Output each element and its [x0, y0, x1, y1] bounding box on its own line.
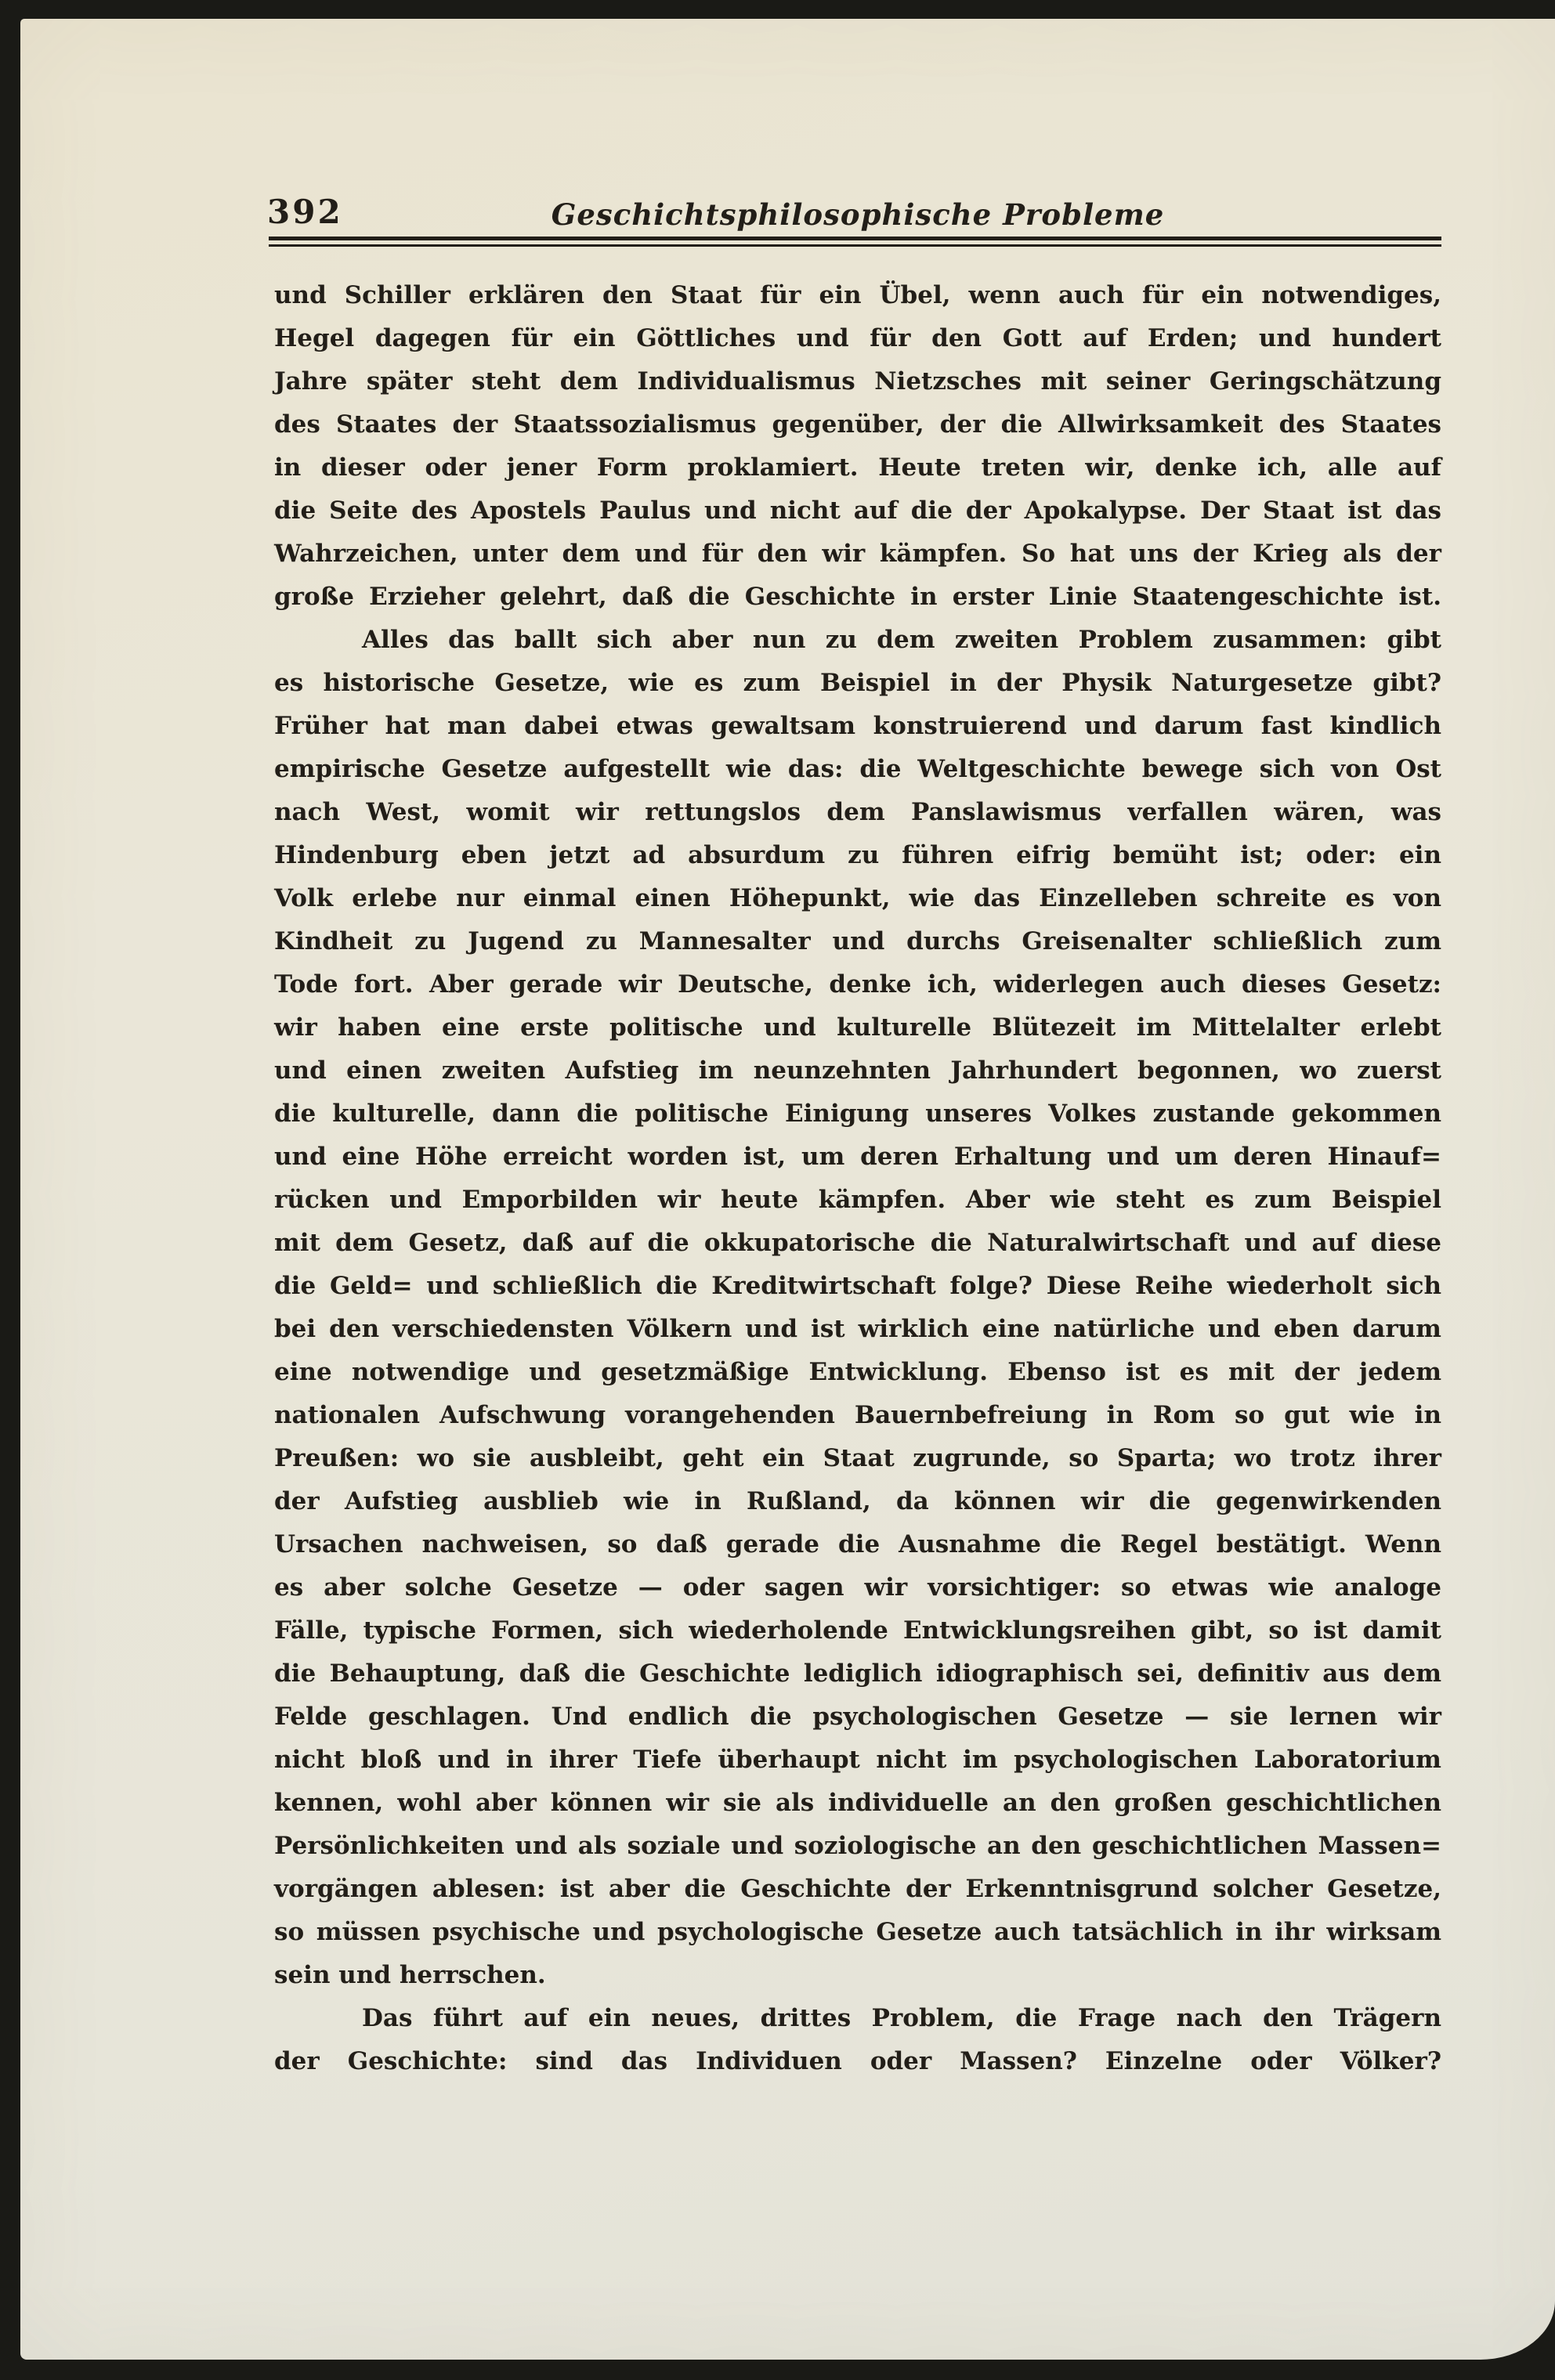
- text-line: Fälle, typische Formen, sich wiederholende Entwicklungsreihen gibt, so ist damit: [274, 1616, 1441, 1645]
- text-line: Tode fort. Aber gerade wir Deutsche, denke ich, widerlegen auch dieses Gesetz:: [274, 970, 1441, 999]
- text-line: kennen, wohl aber können wir sie als individuelle an den großen geschichtlichen: [274, 1789, 1441, 1817]
- text-line: es aber solche Gesetze — oder sagen wir vorsichtiger: so etwas wie analoge: [274, 1573, 1441, 1602]
- text-line: Alles das ballt sich aber nun zu dem zweiten Problem zusammen: gibt: [362, 626, 1441, 654]
- text-line: und eine Höhe erreicht worden ist, um deren Erhaltung und um deren Hinauf=: [274, 1143, 1441, 1171]
- text-line: bei den verschiedensten Völkern und ist wirklich eine natürliche und eben darum: [274, 1315, 1441, 1343]
- text-line: die kulturelle, dann die politische Einigung unseres Volkes zustande gekommen: [274, 1100, 1441, 1128]
- text-line: der Aufstieg ausblieb wie in Rußland, da können wir die gegenwirkenden: [274, 1487, 1441, 1515]
- text-line: sein und herrschen.: [274, 1961, 546, 1989]
- text-line: Wahrzeichen, unter dem und für den wir kämpfen. So hat uns der Krieg als der: [274, 540, 1441, 568]
- text-line: Persönlichkeiten und als soziale und soziologische an den geschichtlichen Massen=: [274, 1832, 1441, 1860]
- paragraph: [274, 274, 1441, 619]
- text-line: die Geld= und schließlich die Kreditwirtschaft folge? Diese Reihe wiederholt sich: [274, 1272, 1441, 1300]
- text-line: Ursachen nachweisen, so daß gerade die Ausnahme die Regel bestätigt. Wenn: [274, 1530, 1441, 1558]
- text-line: so müssen psychische und psychologische Gesetze auch tatsächlich in ihr wirksam: [274, 1918, 1441, 1946]
- book-page-scan: [20, 19, 1555, 2360]
- text-line: es historische Gesetze, wie es zum Beispiel in der Physik Naturgesetze gibt?: [274, 669, 1441, 697]
- text-line: und einen zweiten Aufstieg im neunzehnten Jahrhundert begonnen, wo zuerst: [274, 1056, 1441, 1085]
- text-line: Volk erlebe nur einmal einen Höhepunkt, wie das Einzelleben schreite es von: [274, 884, 1441, 912]
- text-line: nationalen Aufschwung vorangehenden Bauernbefreiung in Rom so gut wie in: [274, 1401, 1441, 1429]
- text-line: rücken und Emporbilden wir heute kämpfen. Aber wie steht es zum Beispiel: [274, 1186, 1441, 1214]
- text-line: wir haben eine erste politische und kulturelle Blütezeit im Mittelalter erlebt: [274, 1013, 1441, 1042]
- text-line: Felde geschlagen. Und endlich die psychologischen Gesetze — sie lernen wir: [274, 1703, 1441, 1731]
- text-line: in dieser oder jener Form proklamiert. Heute treten wir, denke ich, alle auf: [274, 453, 1441, 482]
- page-number: 392: [267, 193, 343, 231]
- text-line: und Schiller erklären den Staat für ein Übel, wenn auch für ein notwendiges,: [274, 281, 1441, 309]
- text-line: des Staates der Staatssozialismus gegenüber, der die Allwirksamkeit des Staates: [274, 410, 1441, 439]
- text-line: die Behauptung, daß die Geschichte lediglich idiographisch sei, definitiv aus dem: [274, 1659, 1441, 1688]
- text-line: empirische Gesetze aufgestellt wie das: die Weltgeschichte bewege sich von Ost: [274, 755, 1441, 783]
- text-line: Früher hat man dabei etwas gewaltsam konstruierend und darum fast kindlich: [274, 712, 1441, 740]
- text-line: der Geschichte: sind das Individuen oder Massen? Einzelne oder Völker?: [274, 2047, 1441, 2075]
- text-line: Jahre später steht dem Individualismus Nietzsches mit seiner Geringschätzung: [274, 367, 1441, 395]
- text-line: Hegel dagegen für ein Göttliches und für den Gott auf Erden; und hundert: [274, 324, 1441, 352]
- text-line: Preußen: wo sie ausbleibt, geht ein Staat zugrunde, so Sparta; wo trotz ihrer: [274, 1444, 1441, 1472]
- text-line: große Erzieher gelehrt, daß die Geschichte in erster Linie Staatengeschichte ist.: [274, 583, 1441, 611]
- text-line: Das führt auf ein neues, drittes Problem, die Frage nach den Trägern: [362, 2004, 1441, 2032]
- text-line: Kindheit zu Jugend zu Mannesalter und durchs Greisenalter schließlich zum: [274, 927, 1441, 955]
- text-line: nach West, womit wir rettungslos dem Panslawismus verfallen wären, was: [274, 798, 1441, 826]
- text-line: vorgängen ablesen: ist aber die Geschichte der Erkenntnisgrund solcher Gesetze,: [274, 1875, 1441, 1903]
- running-head-title: Geschichtsphilosophische Probleme: [551, 197, 1165, 232]
- text-block: [274, 274, 1441, 2083]
- paragraph: [274, 1997, 1441, 2083]
- text-line: eine notwendige und gesetzmäßige Entwicklung. Ebenso ist es mit der jedem: [274, 1358, 1441, 1386]
- text-line: nicht bloß und in ihrer Tiefe überhaupt nicht im psychologischen Laboratorium: [274, 1746, 1441, 1774]
- header-double-rule: [269, 237, 1441, 247]
- text-line: mit dem Gesetz, daß auf die okkupatorische die Naturalwirtschaft und auf diese: [274, 1229, 1441, 1257]
- text-line: die Seite des Apostels Paulus und nicht auf die der Apokalypse. Der Staat ist das: [274, 497, 1441, 525]
- text-line: Hindenburg eben jetzt ad absurdum zu führen eifrig bemüht ist; oder: ein: [274, 841, 1441, 869]
- paragraph: [274, 619, 1441, 1997]
